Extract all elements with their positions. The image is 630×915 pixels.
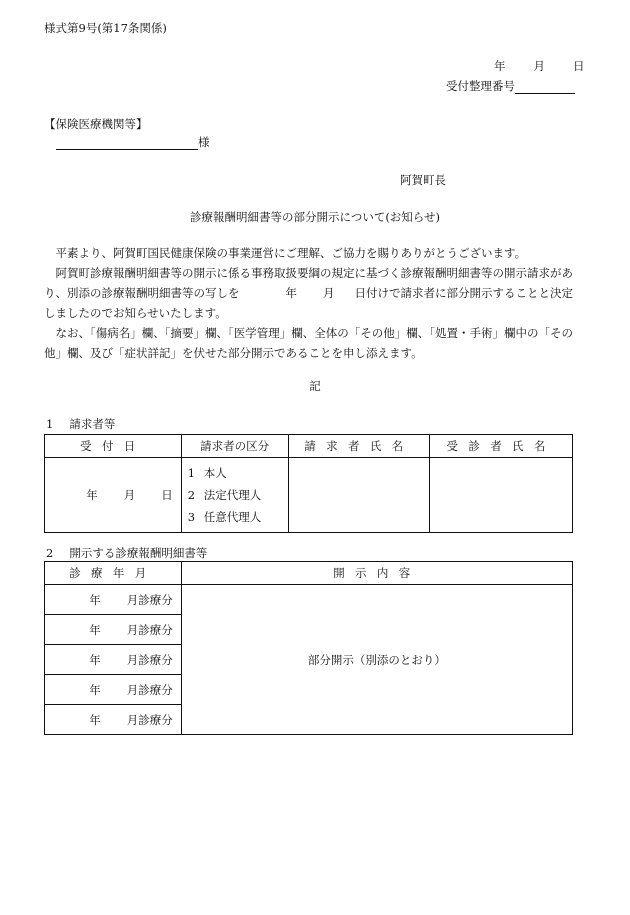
body-paragraph-3: なお、「傷病名」欄、「摘要」欄、「医学管理」欄、全体の「その他」欄、「処置・手術」欄中の「その他」欄、及び「症状詳記」を伏せた部分開示であることを申し添えます。 bbox=[44, 326, 573, 360]
date-year-label: 年 bbox=[494, 59, 506, 73]
ki-mark: 記 bbox=[309, 379, 321, 393]
treatment-month-row[interactable]: 年 月診療分 bbox=[45, 615, 182, 645]
receipt-number-label: 受付整理番号 bbox=[446, 79, 515, 93]
header-disclosure-content: 開示内容 bbox=[181, 562, 572, 585]
receipt-number-blank bbox=[515, 79, 575, 94]
receipt-number bbox=[446, 78, 575, 94]
section1-title bbox=[46, 416, 115, 432]
reception-month-label: 月 bbox=[123, 488, 136, 502]
recipient-name-blank bbox=[56, 135, 198, 150]
sender: 阿賀町長 bbox=[400, 173, 446, 187]
notice-title: 診療報酬明細書等の部分開示について(お知らせ) bbox=[190, 210, 440, 224]
category-option[interactable]: 2 法定代理人 bbox=[187, 488, 262, 502]
header-requester-category: 請求者の区分 bbox=[181, 435, 288, 458]
treatment-month-row[interactable]: 年 月診療分 bbox=[45, 705, 182, 735]
form-number: 様式第9号(第17条関係) bbox=[44, 21, 167, 35]
date-month-label: 月 bbox=[533, 59, 545, 73]
issue-date bbox=[494, 58, 585, 74]
treatment-month-row[interactable]: 年 月診療分 bbox=[45, 645, 182, 675]
section2-title bbox=[46, 545, 207, 561]
requester-name-cell[interactable] bbox=[288, 458, 430, 533]
reception-year-label: 年 bbox=[86, 488, 98, 502]
reception-date-cell[interactable] bbox=[45, 458, 182, 533]
section2-number: 2 bbox=[46, 546, 54, 560]
treatment-month-row[interactable]: 年 月診療分 bbox=[45, 675, 182, 705]
requester-category-cell[interactable] bbox=[181, 458, 288, 533]
requester-table bbox=[44, 434, 573, 533]
category-option[interactable]: 3 任意代理人 bbox=[187, 510, 262, 524]
body-paragraph-2-part-b: 日付けで請求者に部分開示することと決定しましたのでお知らせいたします。 bbox=[44, 286, 573, 320]
patient-name-cell[interactable] bbox=[430, 458, 573, 533]
header-requester-name: 請求者氏名 bbox=[288, 435, 430, 458]
body-paragraph-2-part-a: 阿賀町診療報酬明細書等の開示に係る事務取扱要綱の規定に基づく診療報酬明細書等の開示請求があり、別添の診療報酬明細書等の写しを bbox=[44, 266, 573, 300]
category-option[interactable]: 1 本人 bbox=[187, 466, 227, 480]
header-patient-name: 受診者氏名 bbox=[430, 435, 573, 458]
treatment-month-row[interactable]: 年 月診療分 bbox=[45, 585, 182, 615]
recipient-heading: 【保険医療機関等】 bbox=[44, 117, 148, 131]
body-paragraph-1: 平素より、阿賀町国民健康保険の事業運営にご理解、ご協力を賜りありがとうございます。 bbox=[55, 246, 527, 260]
disclosure-content-cell: 部分開示（別添のとおり） bbox=[181, 585, 572, 735]
body-paragraph-2-year: 年 bbox=[285, 286, 297, 300]
section1-number: 1 bbox=[46, 417, 54, 431]
date-day-label: 日 bbox=[573, 59, 585, 73]
body-paragraph-2 bbox=[44, 263, 579, 323]
recipient-honorific: 様 bbox=[198, 135, 210, 149]
body-paragraph-2-month: 月 bbox=[323, 286, 335, 300]
header-reception-date: 受付日 bbox=[45, 435, 182, 458]
section1-title-text: 請求者等 bbox=[69, 417, 116, 431]
reception-day-label: 日 bbox=[161, 488, 173, 502]
section2-title-text: 開示する診療報酬明細書等 bbox=[69, 546, 208, 560]
recipient-line bbox=[56, 134, 210, 150]
disclosure-table bbox=[44, 561, 573, 735]
header-treatment-month: 診療年月 bbox=[45, 562, 182, 585]
